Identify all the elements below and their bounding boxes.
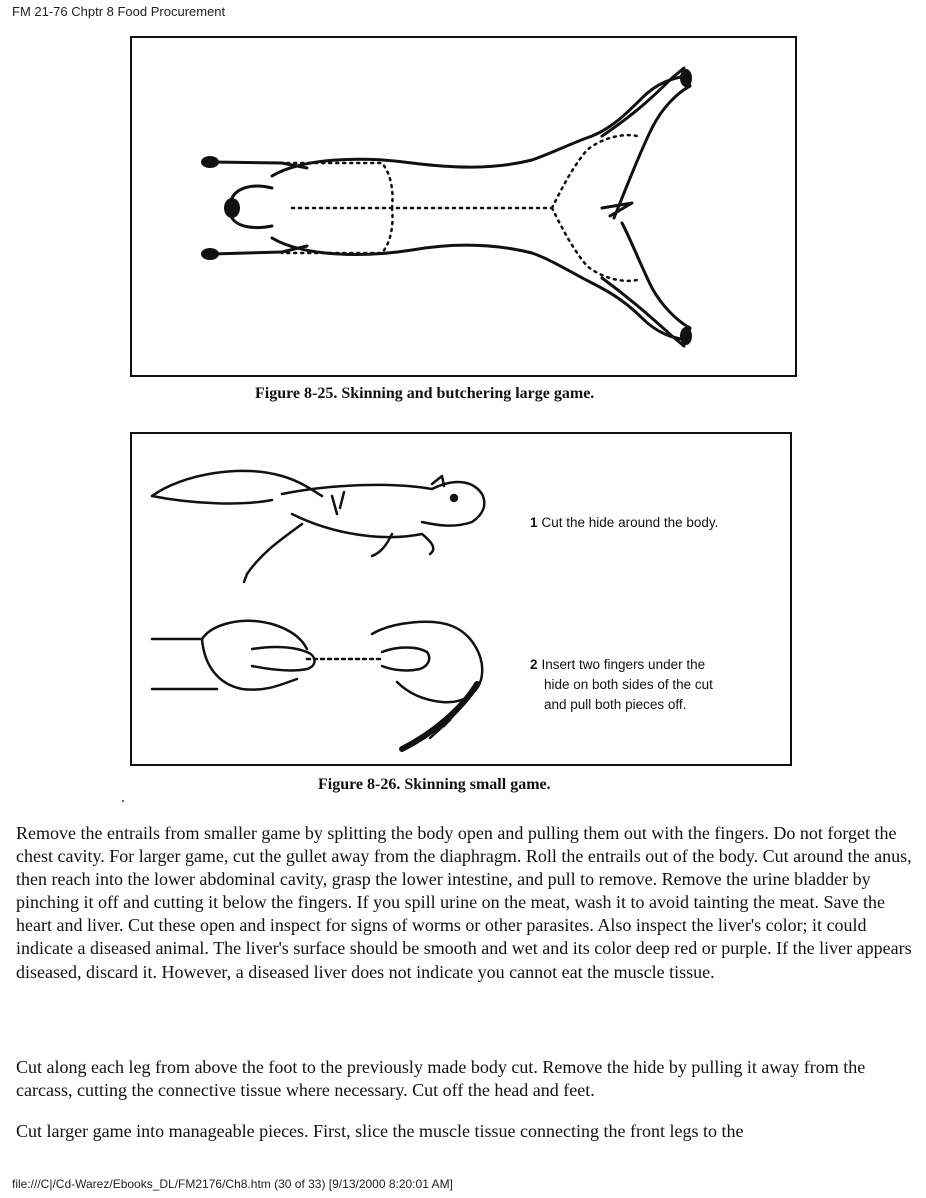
- step-description: Cut the hide around the body.: [541, 515, 719, 530]
- step-description-line-1: Insert two fingers under the: [541, 657, 706, 672]
- step-number: 2: [530, 657, 538, 672]
- figure-8-26-caption: Figure 8-26. Skinning small game.: [318, 776, 551, 793]
- body-paragraph: Cut along each leg from above the foot to the previously made body cut. Remove the hide by pulling it away from the carcass, cutting the connective tissue where necessary. Cut off the head and feet.: [16, 1057, 866, 1101]
- figure-8-26-frame: [130, 432, 792, 766]
- figure-8-25-caption: Figure 8-25. Skinning and butchering large game.: [255, 385, 595, 402]
- body-paragraph: Remove the entrails from smaller game by splitting the body open and pulling them out with the fingers. Do not forget the chest cavity. For larger game, cut the gullet away from the diaphragm. Roll the entrails out of the body. Cut around the anus, then reach into the lower abdominal cavity, grasp the lower intestine, and pull to remove. Remove the urine bladder by pinching it off and cutting it below the fingers. If you spill urine on the meat, wash it to avoid tainting the meat. Save the heart and liver. Cut these open and inspect for signs of worms or other parasites. Also inspect the liver's color; it could indicate a diseased animal. The liver's surface should be smooth and wet and its color deep red or purple. If the liver appears diseased, discard it. However, a diseased liver does not indicate you cannot eat the muscle tissue.: [16, 823, 912, 982]
- step-description-line-2: hide on both sides of the cut: [544, 677, 713, 692]
- step-1-text: [530, 513, 780, 533]
- running-header: FM 21-76 Chptr 8 Food Procurement: [12, 4, 226, 19]
- step-2-text: [530, 655, 780, 715]
- large-game-carcass-illustration: [132, 38, 795, 375]
- body-paragraph: Cut larger game into manageable pieces. First, slice the muscle tissue connecting the front legs to the: [16, 1121, 744, 1141]
- step-description-line-3: and pull both pieces off.: [544, 697, 687, 712]
- step-number: 1: [530, 515, 538, 530]
- stray-mark: [122, 800, 124, 802]
- figure-8-25-frame: [130, 36, 797, 377]
- page-footer-url: file:///C|/Cd-Warez/Ebooks_DL/FM2176/Ch8.htm (30 of 33) [9/13/2000 8:20:01 AM]: [12, 1177, 453, 1191]
